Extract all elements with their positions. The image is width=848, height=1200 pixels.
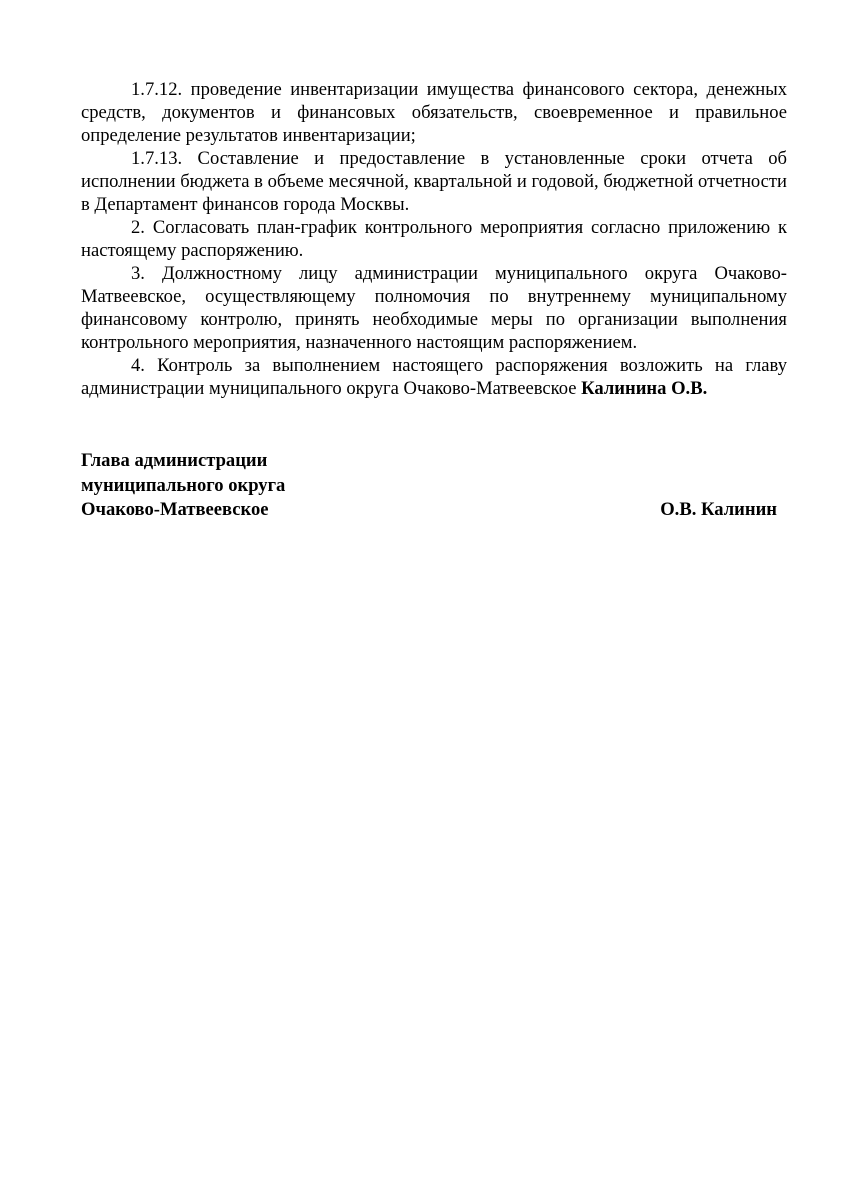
paragraph-2 [81, 216, 787, 262]
paragraph-1-7-13 [81, 147, 787, 216]
paragraph-1-7-12 [81, 78, 787, 147]
signatory-name: О.В. Калинин [660, 499, 777, 520]
paragraph-text: 1.7.12. проведение инвентаризации имущества финансового сектора, денежных средств, документов и финансовых обязательств, своевременное и правильное определение результатов инвентаризации; [81, 79, 787, 146]
paragraph-text: 1.7.13. Составление и предоставление в установленные сроки отчета об исполнении бюджета в объеме месячной, квартальной и годовой, бюджетной отчетности в Департамент финансов города Москвы. [81, 148, 787, 215]
signature-position-line-1: Глава администрации [81, 450, 268, 471]
paragraph-3 [81, 262, 787, 354]
responsible-person-name: Калинина О.В. [581, 378, 708, 399]
signature-position-line-3: Очаково-Матвеевское [81, 499, 269, 520]
paragraph-text: 4. Контроль за выполнением настоящего распоряжения возложить на главу администрации муниципального округа Очаково-Матвеевское [81, 355, 787, 399]
signature-row [81, 498, 777, 523]
document-body [81, 78, 787, 400]
signature-block [81, 449, 777, 523]
paragraph-text: 2. Согласовать план-график контрольного мероприятия согласно приложению к настоящему распоряжению. [81, 217, 787, 261]
paragraph-text: 3. Должностному лицу администрации муниципального округа Очаково-Матвеевское, осуществляющему полномочия по внутреннему муниципальному финансовому контролю, принять необходимые меры по организации выполнения контрольного мероприятия, назначенного настоящим распоряжением. [81, 263, 787, 353]
paragraph-4 [81, 354, 787, 400]
signature-position-line-2: муниципального округа [81, 474, 286, 496]
